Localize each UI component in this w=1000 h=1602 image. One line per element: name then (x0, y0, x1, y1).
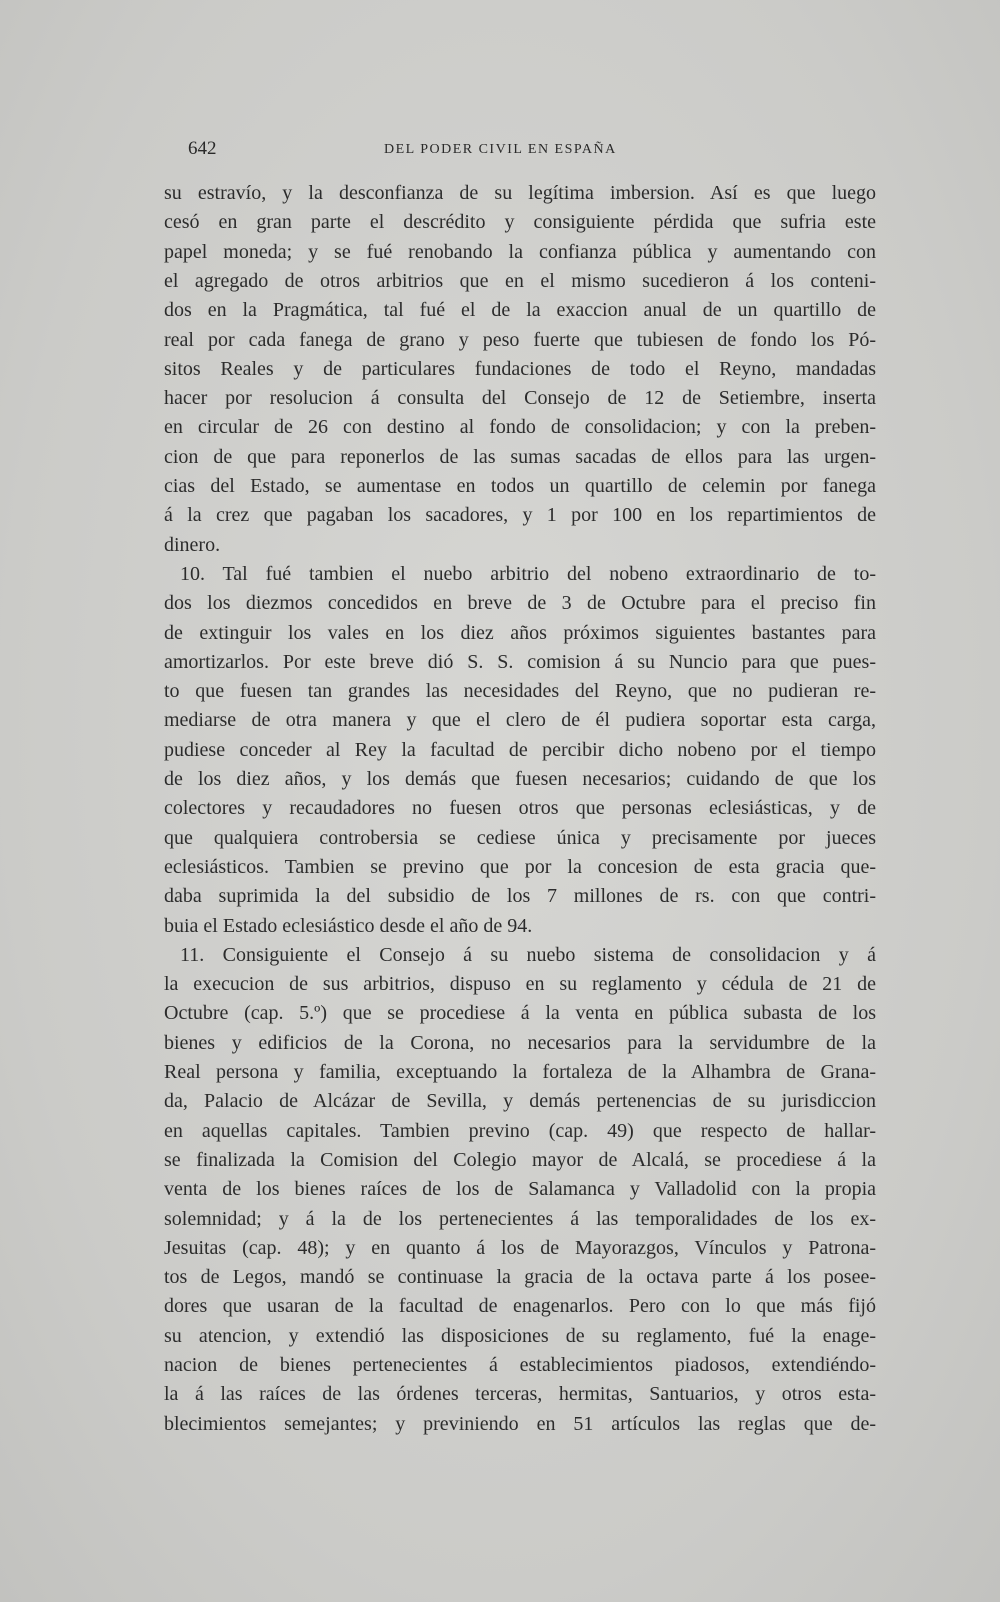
text-line: colectores y recaudadores no fuesen otros que personas eclesiásticas, y de (164, 797, 876, 820)
text-line: solemnidad; y á la de los pertenecientes á las temporalidades de los ex- (164, 1207, 876, 1230)
text-line: de extinguir los vales en los diez años próximos siguientes bastantes para (164, 621, 876, 644)
text-line: Octubre (cap. 5.º) que se procediese á la venta en pública subasta de los (164, 1002, 876, 1025)
text-line: cion de que para reponerlos de las sumas sacadas de ellos para las urgen- (164, 445, 876, 468)
text-line: venta de los bienes raíces de los de Salamanca y Valladolid con la propia (164, 1178, 876, 1201)
running-title: DEL PODER CIVIL EN ESPAÑA (384, 142, 617, 157)
text-line: tos de Legos, mandó se continuase la gracia de la octava parte á los posee- (164, 1266, 876, 1289)
text-line: á la crez que pagaban los sacadores, y 1 por 100 en los repartimientos de (164, 504, 876, 527)
text-line: dinero. (164, 533, 221, 556)
text-line: su atencion, y extendió las disposiciones de su reglamento, fué la enage- (164, 1324, 876, 1347)
text-line: hacer por resolucion á consulta del Consejo de 12 de Setiembre, inserta (164, 387, 876, 410)
text-line: se finalizada la Comision del Colegio mayor de Alcalá, se procediese á la (164, 1148, 876, 1171)
text-line: dos en la Pragmática, tal fué el de la exaccion anual de un quartillo de (164, 299, 876, 322)
text-line: buia el Estado eclesiástico desde el año de 94. (164, 914, 533, 937)
text-line: cesó en gran parte el descrédito y consiguiente pérdida que sufria este (164, 211, 876, 234)
running-header (164, 138, 876, 164)
text-line: daba suprimida la del subsidio de los 7 millones de rs. con que contri- (164, 885, 876, 908)
text-line: Real persona y familia, exceptuando la fortaleza de la Alhambra de Grana- (164, 1061, 876, 1083)
text-line: to que fuesen tan grandes las necesidades del Reyno, que no pudieran re- (164, 680, 876, 703)
text-line: su estravío, y la desconfianza de su legítima imbersion. Así es que luego (164, 182, 876, 204)
text-line: nacion de bienes pertenecientes á establecimientos piadosos, extendiéndo- (164, 1354, 876, 1376)
text-line: dos los diezmos concedidos en breve de 3 de Octubre para el preciso fin (164, 592, 876, 615)
text-line: de los diez años, y los demás que fuesen necesarios; cuidando de que los (164, 768, 876, 790)
text-line: dores que usaran de la facultad de enagenarlos. Pero con lo que más fijó (164, 1295, 876, 1318)
text-line: que qualquiera controbersia se cediese única y precisamente por jueces (164, 826, 876, 849)
text-line: sitos Reales y de particulares fundaciones de todo el Reyno, mandadas (164, 357, 876, 380)
text-line: el agregado de otros arbitrios que en el mismo sucedieron á los conteni- (164, 269, 876, 292)
text-line: la execucion de sus arbitrios, dispuso en su reglamento y cédula de 21 de (164, 973, 876, 996)
text-line: bienes y edificios de la Corona, no necesarios para la servidumbre de la (164, 1031, 876, 1054)
text-line: cias del Estado, se aumentase en todos un quartillo de celemin por fanega (164, 475, 876, 497)
text-line: 11. Consiguiente el Consejo á su nuebo sistema de consolidacion y á (180, 943, 876, 966)
text-line: real por cada fanega de grano y peso fuerte que tubiesen de fondo los Pó- (164, 328, 876, 351)
text-line: pudiese conceder al Rey la facultad de percibir dicho nobeno por el tiempo (164, 738, 876, 761)
page-number: 642 (188, 138, 217, 159)
text-line: papel moneda; y se fué renobando la confianza pública y aumentando con (164, 240, 876, 263)
text-line: amortizarlos. Por este breve dió S. S. comision á su Nuncio para que pues- (164, 650, 876, 673)
text-line: en aquellas capitales. Tambien previno (cap. 49) que respecto de hallar- (164, 1119, 876, 1142)
text-line: 10. Tal fué tambien el nuebo arbitrio del nobeno extraordinario de to- (180, 562, 876, 585)
text-line: eclesiásticos. Tambien se previno que por la concesion de esta gracia que- (164, 855, 876, 878)
text-line: da, Palacio de Alcázar de Sevilla, y demás pertenencias de su jurisdiccion (164, 1090, 876, 1113)
text-line: blecimientos semejantes; y previniendo en 51 artículos las reglas que de- (164, 1412, 876, 1435)
text-line: la á las raíces de las órdenes terceras, hermitas, Santuarios, y otros esta- (164, 1383, 876, 1406)
text-line: en circular de 26 con destino al fondo de consolidacion; y con la preben- (164, 416, 876, 439)
text-line: mediarse de otra manera y que el clero de él pudiera soportar esta carga, (164, 709, 876, 732)
text-line: Jesuitas (cap. 48); y en quanto á los de Mayorazgos, Vínculos y Patrona- (164, 1236, 876, 1259)
